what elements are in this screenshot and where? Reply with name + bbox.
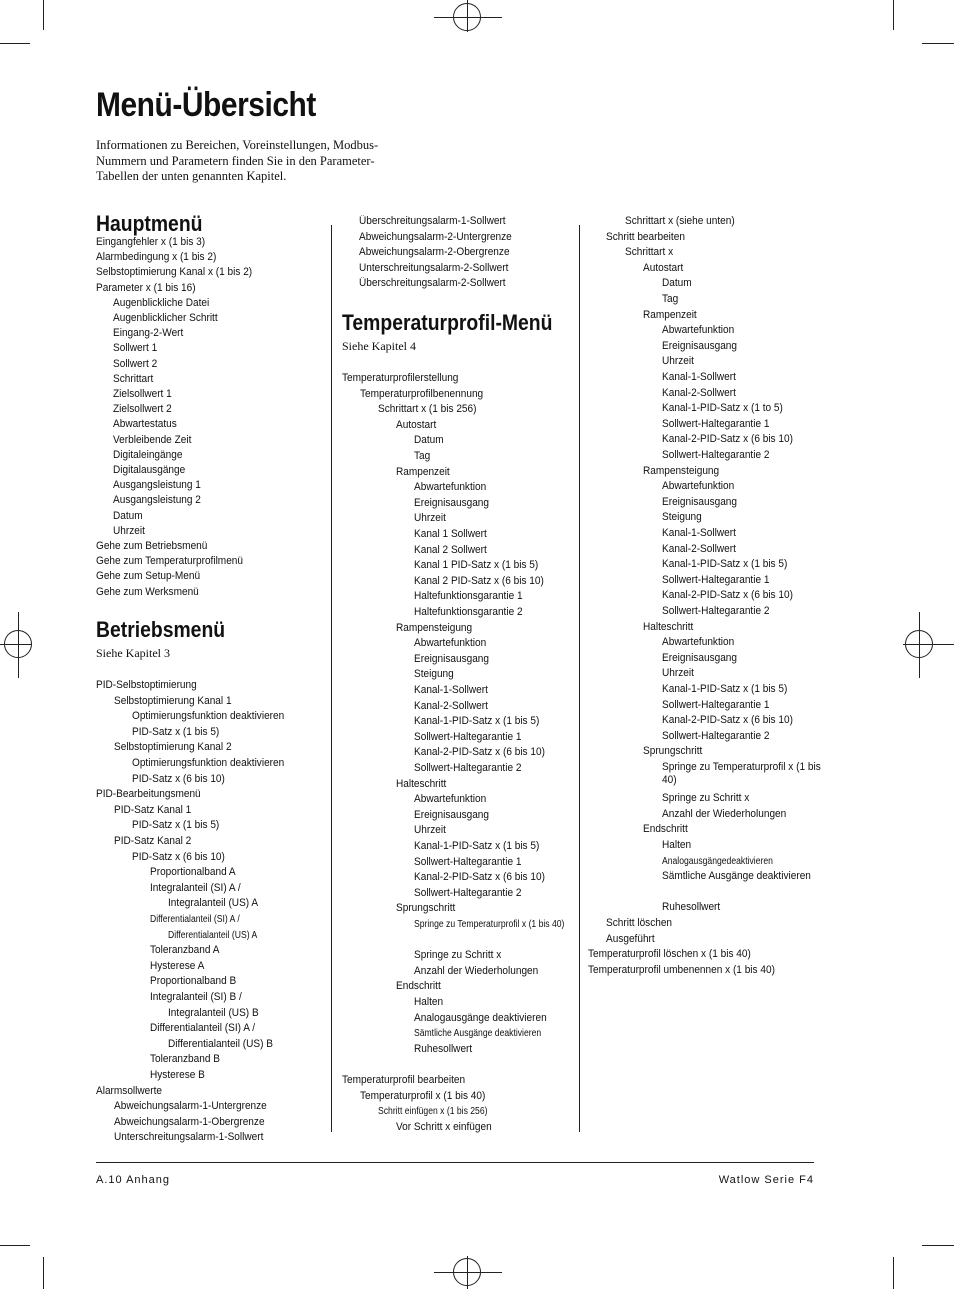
menu-item: Ruhesollwert: [414, 1042, 473, 1055]
menu-item: Abweichungsalarm-2-Obergrenze: [359, 246, 510, 258]
menu-item: Halten: [661, 839, 691, 851]
betriebsmenu-heading: Betriebsmenü: [96, 617, 226, 642]
menu-item: Abwartefunktion: [661, 324, 734, 337]
menu-item: Kanal-1-Sollwert: [414, 684, 488, 696]
menu-item: Springe zu Schritt x: [661, 792, 749, 805]
menu-item: Uhrzeit: [661, 667, 694, 680]
menu-item: Toleranzband A: [150, 944, 220, 957]
menu-item: Alarmsollwerte: [96, 1084, 163, 1097]
crop-mark: [922, 43, 954, 44]
menu-item: Kanal-2-PID-Satz x (6 bis 10): [414, 746, 545, 759]
menu-item: Kanal-2-PID-Satz x (6 bis 10): [414, 871, 545, 884]
registration-mark: [18, 612, 19, 678]
menu-item: Uhrzeit: [661, 355, 694, 368]
temperaturprofil-heading: Temperaturprofil-Menü: [342, 310, 553, 335]
menu-item: Analogausgängedeaktivieren: [661, 855, 773, 867]
menu-item: Sämtliche Ausgänge deaktivieren: [414, 1028, 542, 1040]
menu-item: Kanal-1-Sollwert: [661, 371, 736, 383]
menu-item: Haltefunktionsgarantie 1: [414, 590, 523, 603]
menu-item: Differentialanteil (US) B: [168, 1037, 274, 1050]
menu-item: Sollwert-Haltegarantie 2: [414, 886, 522, 899]
menu-item: Augenblicklicher Schritt: [113, 312, 218, 324]
registration-mark: [919, 612, 920, 678]
menu-item: Zielsollwert 1: [113, 388, 172, 400]
menu-item: Schrittart x: [624, 246, 673, 259]
menu-item: Kanal 2 PID-Satz x (6 bis 10): [414, 574, 544, 587]
menu-item: Sämtliche Ausgänge deaktivieren: [661, 870, 811, 883]
crop-mark: [893, 1257, 894, 1289]
menu-item: PID-Bearbeitungsmenü: [96, 788, 201, 801]
menu-item: Kanal-1-PID-Satz x (1 bis 5): [661, 683, 787, 695]
footer-left: A.10 Anhang: [96, 1174, 171, 1186]
menu-item: Sollwert-Haltegarantie 1: [661, 417, 769, 430]
menu-item: Temperaturprofil x (1 bis 40): [360, 1089, 486, 1102]
menu-item: Selbstoptimierung Kanal x (1 bis 2): [96, 266, 253, 279]
menu-item: PID-Satz x (1 bis 5): [132, 725, 220, 738]
menu-item: Unterschreitungsalarm-2-Sollwert: [359, 261, 509, 274]
menu-item: PID-Selbstoptimierung: [96, 679, 197, 691]
menu-item: Autostart: [643, 261, 684, 274]
registration-mark: [903, 644, 954, 645]
menu-item: Autostart: [396, 418, 437, 431]
registration-mark: [467, 0, 468, 32]
menu-item: Unterschreitungsalarm-1-Sollwert: [114, 1131, 264, 1144]
menu-item: Kanal-2-Sollwert: [661, 386, 736, 399]
menu-item: Kanal-1-PID-Satz x (1 bis 5): [661, 558, 787, 571]
menu-item: Abwartefunktion: [661, 636, 734, 649]
crop-mark: [0, 1245, 30, 1246]
menu-item: Verbleibende Zeit: [113, 433, 192, 446]
menu-item: Selbstoptimierung Kanal 2: [114, 741, 232, 754]
crop-mark: [43, 0, 44, 30]
menu-item: Kanal-2-Sollwert: [414, 699, 488, 712]
column-divider: [331, 225, 332, 1132]
menu-item: Optimierungsfunktion deaktivieren: [132, 710, 285, 723]
menu-item: Steigung: [661, 511, 702, 524]
menu-item: Tag: [414, 450, 431, 462]
menu-item: Sollwert-Haltegarantie 1: [661, 698, 769, 711]
menu-item: Abweichungsalarm-1-Untergrenze: [114, 1100, 267, 1113]
menu-item: Rampensteigung: [643, 464, 720, 477]
menu-item: Rampenzeit: [643, 308, 697, 321]
menu-item: Kanal 1 PID-Satz x (1 bis 5): [414, 559, 539, 572]
column-divider: [579, 225, 580, 1132]
menu-item: Rampenzeit: [396, 465, 450, 478]
menu-item: Integralanteil (SI) A /: [150, 881, 241, 894]
menu-item: Ereignisausgang: [661, 651, 737, 664]
menu-item: Datum: [414, 434, 444, 447]
menu-item: Kanal-1-PID-Satz x (1 bis 5): [414, 840, 540, 852]
menu-item: PID-Satz x (1 bis 5): [132, 819, 220, 832]
menu-item: Differentialanteil (SI) A /: [150, 1022, 256, 1035]
menu-item: Haltefunktionsgarantie 2: [414, 606, 523, 618]
menu-item: Ereignisausgang: [414, 808, 490, 821]
menu-item: Kanal-2-PID-Satz x (6 bis 10): [661, 589, 793, 602]
menu-item: Gehe zum Setup-Menü: [96, 570, 201, 583]
menu-item: Datum: [113, 509, 143, 522]
menu-item: Abweichungsalarm-2-Untergrenze: [359, 230, 512, 243]
menu-item: Schrittart x (1 bis 256): [378, 403, 477, 416]
menu-item: Proportionalband B: [150, 975, 237, 988]
menu-item: Schritt löschen: [606, 917, 673, 929]
menu-item: Datum: [661, 277, 692, 290]
menu-item: Ereignisausgang: [661, 495, 737, 508]
hauptmenu-heading: Hauptmenü: [96, 211, 203, 236]
intro-line: Tabellen der unten genannten Kapitel.: [96, 169, 287, 183]
menu-item: Temperaturprofilerstellung: [342, 372, 459, 384]
intro-text: [96, 138, 378, 185]
menu-item: Ausgeführt: [606, 932, 655, 945]
menu-item: Analogausgänge deaktivieren: [414, 1011, 547, 1024]
registration-mark: [0, 644, 32, 645]
menu-item: Vor Schritt x einfügen: [396, 1120, 492, 1133]
crop-mark: [922, 1245, 954, 1246]
footer-rule: [96, 1162, 814, 1163]
menu-item: Abwartefunktion: [414, 793, 487, 806]
menu-item: Springe zu Temperaturprofil x (1 bis 40): [414, 919, 565, 930]
menu-item: Tag: [661, 293, 678, 305]
menu-item: Springe zu Temperaturprofil x (1 bis 40): [661, 761, 821, 786]
menu-item: Toleranzband B: [150, 1053, 220, 1066]
menu-item: Schrittart x (siehe unten): [624, 215, 735, 227]
betriebsmenu-subtitle: Siehe Kapitel 3: [96, 646, 170, 660]
menu-item: Parameter x (1 bis 16): [96, 281, 196, 294]
crop-mark: [0, 43, 30, 44]
menu-item: Integralanteil (US) B: [168, 1006, 259, 1019]
menu-item: Sollwert 2: [113, 357, 158, 370]
menu-item: Überschreitungsalarm-1-Sollwert: [359, 215, 506, 227]
menu-item: Ruhesollwert: [661, 901, 720, 914]
menu-item: Sollwert-Haltegarantie 2: [661, 605, 769, 617]
menu-item: Eingang-2-Wert: [113, 327, 184, 340]
menu-item: Gehe zum Temperaturprofilmenü: [96, 555, 244, 568]
menu-item: Sprungschritt: [643, 745, 703, 758]
menu-item: Abwartefunktion: [414, 481, 487, 494]
crop-mark: [893, 0, 894, 30]
menu-item: Abwartefunktion: [414, 637, 487, 650]
intro-line: Informationen zu Bereichen, Voreinstellungen, Modbus-: [96, 138, 379, 152]
menu-item: Hysterese B: [150, 1069, 205, 1081]
menu-item: Ereignisausgang: [414, 496, 490, 509]
menu-item: Sollwert 1: [113, 342, 158, 355]
menu-item: Ereignisausgang: [414, 652, 490, 665]
menu-item: Kanal 2 Sollwert: [414, 543, 487, 556]
menu-item: Sollwert-Haltegarantie 1: [661, 573, 769, 586]
intro-line: Nummern und Parametern finden Sie in den Parameter-: [96, 153, 375, 168]
menu-item: Schrittart: [113, 372, 154, 385]
menu-item: Abwartestatus: [113, 418, 177, 431]
registration-mark: [434, 1272, 502, 1273]
menu-item: Optimierungsfunktion deaktivieren: [132, 757, 285, 769]
menu-item: Temperaturprofil bearbeiten: [342, 1074, 466, 1086]
menu-item: Schritt einfügen x (1 bis 256): [378, 1106, 488, 1118]
menu-item: Anzahl der Wiederholungen: [414, 964, 539, 977]
menu-item: Sollwert-Haltegarantie 2: [414, 762, 522, 774]
menu-item: Temperaturprofil umbenennen x (1 bis 40): [587, 963, 775, 976]
menu-item: Sprungschritt: [396, 902, 456, 915]
menu-item: Selbstoptimierung Kanal 1: [114, 694, 232, 707]
menu-item: Steigung: [414, 668, 454, 681]
temperaturprofil-subtitle: Siehe Kapitel 4: [342, 339, 416, 353]
menu-item: Ereignisausgang: [661, 339, 737, 352]
crop-mark: [43, 1257, 44, 1289]
menu-item: PID-Satz x (6 bis 10): [132, 772, 225, 785]
menu-item: Integralanteil (SI) B /: [150, 991, 242, 1003]
menu-item: Eingangfehler x (1 bis 3): [96, 236, 206, 248]
menu-item: Springe zu Schritt x: [414, 949, 502, 962]
menu-item: Hysterese A: [150, 959, 205, 972]
menu-item: Zielsollwert 2: [113, 403, 172, 416]
menu-item: Proportionalband A: [150, 866, 236, 879]
menu-item: Kanal-2-PID-Satz x (6 bis 10): [661, 714, 793, 727]
menu-item: Augenblickliche Datei: [113, 296, 210, 309]
menu-item: Anzahl der Wiederholungen: [661, 807, 786, 820]
menu-item: Halteschritt: [643, 620, 694, 633]
menu-item: Differentialanteil (SI) A /: [150, 914, 240, 925]
menu-item: Halteschritt: [396, 777, 447, 790]
menu-item: Kanal-2-Sollwert: [661, 542, 736, 555]
page-title: Menü-Übersicht: [96, 86, 316, 124]
menu-item: Ausgangsleistung 1: [113, 479, 201, 492]
menu-item: Digitaleingänge: [113, 448, 183, 461]
menu-item: Endschritt: [643, 823, 688, 836]
registration-mark: [434, 17, 502, 18]
footer-right: Watlow Serie F4: [718, 1174, 814, 1186]
menu-item: Integralanteil (US) A: [168, 897, 259, 910]
menu-item: Sollwert-Haltegarantie 2: [661, 449, 769, 461]
menu-item: Halten: [414, 996, 444, 1008]
menu-item: PID-Satz Kanal 1: [114, 803, 192, 816]
menu-item: Kanal-1-PID-Satz x (1 bis 5): [414, 715, 540, 728]
menu-item: Sollwert-Haltegarantie 1: [414, 730, 522, 743]
menu-item: Alarmbedingung x (1 bis 2): [96, 251, 217, 264]
menu-item: Kanal-1-PID-Satz x (1 to 5): [661, 402, 783, 415]
menu-item: Abwartefunktion: [661, 480, 734, 493]
menu-item: Kanal 1 Sollwert: [414, 528, 487, 540]
menu-item: PID-Satz Kanal 2: [114, 835, 192, 847]
menu-item: Uhrzeit: [414, 512, 446, 525]
menu-item: Ausgangsleistung 2: [113, 494, 201, 507]
menu-item: Differentialanteil (US) A: [168, 929, 258, 941]
menu-item: Rampensteigung: [396, 621, 473, 634]
menu-item: Abweichungsalarm-1-Obergrenze: [114, 1115, 265, 1128]
menu-item: Endschritt: [396, 980, 441, 993]
menu-item: Temperaturprofil löschen x (1 bis 40): [587, 948, 751, 961]
registration-mark: [467, 1256, 468, 1289]
menu-item: Uhrzeit: [414, 824, 446, 837]
menu-item: Gehe zum Werksmenü: [96, 585, 199, 598]
menu-item: Kanal-2-PID-Satz x (6 bis 10): [661, 433, 793, 446]
menu-item: Digitalausgänge: [113, 464, 186, 476]
menu-item: Uhrzeit: [113, 524, 145, 537]
menu-item: Schritt bearbeiten: [606, 230, 685, 243]
menu-item: Sollwert-Haltegarantie 2: [661, 729, 769, 742]
menu-item: Gehe zum Betriebsmenü: [96, 540, 208, 552]
menu-item: Überschreitungsalarm-2-Sollwert: [359, 277, 506, 289]
menu-item: PID-Satz x (6 bis 10): [132, 850, 225, 863]
menu-item: Kanal-1-Sollwert: [661, 527, 736, 539]
menu-item: Sollwert-Haltegarantie 1: [414, 855, 522, 868]
menu-item: Temperaturprofilbenennung: [360, 387, 484, 400]
